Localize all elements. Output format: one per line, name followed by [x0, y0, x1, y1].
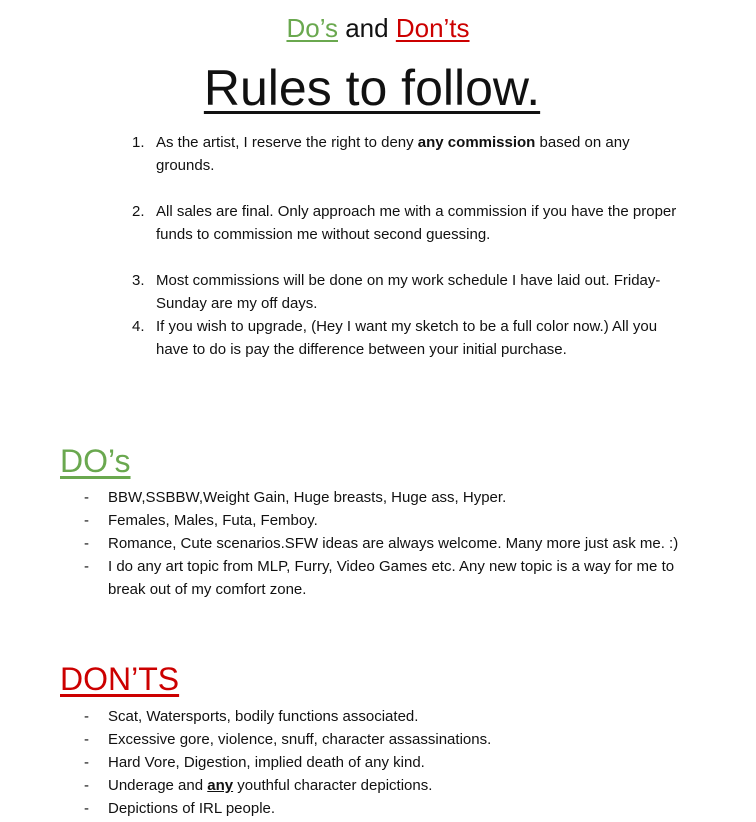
- dash-bullet: -: [84, 708, 89, 725]
- list-item: [84, 509, 684, 532]
- rule-number: 4.: [132, 318, 145, 335]
- dash-bullet: -: [84, 731, 89, 748]
- rule-item: [128, 315, 688, 361]
- list-item-text: BBW,SSBBW,Weight Gain, Huge breasts, Huge ass, Hyper.: [108, 489, 507, 506]
- rules-list: [128, 131, 688, 361]
- list-item-text-after: youthful character depictions.: [233, 777, 433, 794]
- list-item: [84, 797, 684, 820]
- rule-item: [128, 131, 688, 177]
- rule-text-after: based on any grounds.: [156, 134, 630, 174]
- dash-bullet: -: [84, 754, 89, 771]
- rule-text-bold: any commission: [417, 134, 536, 151]
- rule-item: [128, 200, 688, 246]
- header-donts-text: Don’ts: [395, 13, 470, 43]
- rule-number: 3.: [132, 272, 145, 289]
- dash-bullet: -: [84, 800, 89, 817]
- dos-list: [84, 486, 684, 601]
- donts-list: [84, 705, 684, 820]
- list-item: [84, 555, 684, 601]
- page-title: Rules to follow.: [203, 60, 541, 116]
- list-item: [84, 486, 684, 509]
- header-line: [0, 12, 756, 44]
- list-item-text-before: Underage and: [108, 777, 208, 794]
- rule-text: If you wish to upgrade, (Hey I want my sketch to be a full color now.) All you have to do is pay the difference between your initial purchase.: [156, 318, 658, 358]
- donts-heading: DON’TS: [60, 661, 180, 697]
- list-item: [84, 532, 684, 555]
- list-item-text: Depictions of IRL people.: [108, 800, 276, 817]
- rule-number: 2.: [132, 203, 145, 220]
- dash-bullet: -: [84, 535, 89, 552]
- dash-bullet: -: [84, 558, 89, 575]
- rule-item: [128, 269, 688, 315]
- list-item-text: Scat, Watersports, bodily functions associated.: [108, 708, 419, 725]
- header-dos-text: Do’s: [286, 13, 338, 43]
- header-and-text: and: [338, 13, 396, 43]
- dash-bullet: -: [84, 489, 89, 506]
- list-item: [84, 774, 684, 797]
- list-item-text: Hard Vore, Digestion, implied death of any kind.: [108, 754, 425, 771]
- rule-text: Most commissions will be done on my work schedule I have laid out. Friday-Sunday are my off days.: [156, 272, 661, 312]
- list-item: [84, 751, 684, 774]
- list-item-text: Females, Males, Futa, Femboy.: [108, 512, 318, 529]
- rule-text: All sales are final. Only approach me with a commission if you have the proper funds to commission me without second guessing.: [156, 203, 677, 243]
- list-item: [84, 728, 684, 751]
- dash-bullet: -: [84, 512, 89, 529]
- list-item-text: I do any art topic from MLP, Furry, Video Games etc. Any new topic is a way for me to break out of my comfort zone.: [108, 558, 675, 598]
- list-item: [84, 705, 684, 728]
- list-item-text: Excessive gore, violence, snuff, character assassinations.: [108, 731, 492, 748]
- dos-heading: DO’s: [60, 443, 131, 479]
- list-item-emphasis: any: [207, 777, 234, 794]
- rule-number: 1.: [132, 134, 145, 151]
- list-item-text: Romance, Cute scenarios.SFW ideas are always welcome. Many more just ask me. :): [108, 535, 679, 552]
- dash-bullet: -: [84, 777, 89, 794]
- rule-text-before: As the artist, I reserve the right to deny: [156, 134, 418, 151]
